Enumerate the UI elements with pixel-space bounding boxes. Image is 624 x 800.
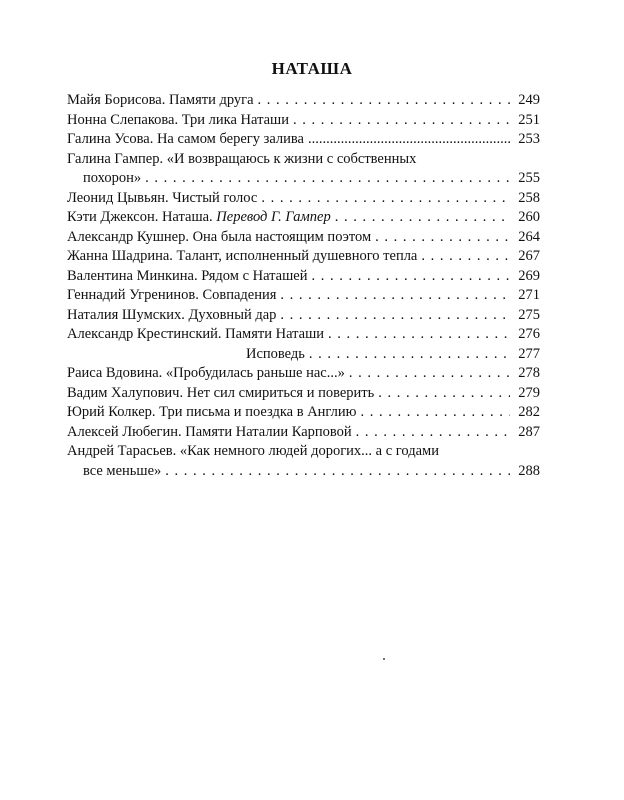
toc-entry bbox=[67, 247, 540, 267]
toc-entry bbox=[67, 189, 540, 209]
toc-entry bbox=[67, 325, 540, 345]
toc-entry-title: Наталия Шумских. Духовный дар bbox=[67, 306, 277, 323]
toc-entry bbox=[67, 91, 540, 111]
toc-page-number: 255 bbox=[518, 170, 540, 186]
toc-page-number: 260 bbox=[518, 209, 540, 225]
toc-page-number: 251 bbox=[518, 111, 540, 128]
toc-entry bbox=[67, 306, 540, 326]
toc-page-number: 287 bbox=[518, 423, 540, 440]
dot-leader bbox=[311, 267, 510, 287]
dot-leader bbox=[293, 111, 510, 131]
toc-page-number: 271 bbox=[518, 287, 540, 303]
toc-entry bbox=[67, 228, 540, 248]
dot-leader bbox=[375, 228, 510, 248]
toc-entry bbox=[67, 208, 540, 228]
toc-entry-author-title: Кэти Джексон. Наташа. bbox=[67, 209, 213, 225]
toc-page-number: 249 bbox=[518, 92, 540, 108]
toc-page-number: 264 bbox=[518, 228, 540, 245]
dot-leader bbox=[349, 364, 510, 384]
toc-entry-continuation: все меньше» bbox=[83, 462, 162, 479]
toc-entry bbox=[67, 267, 540, 287]
dot-leader bbox=[165, 462, 510, 482]
toc-entry bbox=[67, 111, 540, 131]
toc-entry-title: Юрий Колкер. Три письма и поездка в Англию bbox=[67, 404, 357, 420]
toc-entry-translator: Перевод Г. Гампер bbox=[216, 209, 331, 225]
dot-leader bbox=[261, 189, 510, 209]
toc-entry-title: Майя Борисова. Памяти друга bbox=[67, 92, 254, 108]
toc-entry bbox=[67, 403, 540, 423]
toc-page-number: 288 bbox=[518, 462, 540, 479]
dot-leader bbox=[145, 169, 510, 189]
toc-entry-title: Нонна Слепакова. Три лика Наташи bbox=[67, 111, 289, 128]
section-title: НАТАША bbox=[271, 59, 353, 78]
toc-page-number: 275 bbox=[518, 306, 540, 323]
toc-page-number: 267 bbox=[518, 248, 540, 264]
toc-entry-title bbox=[67, 208, 331, 228]
dot-leader bbox=[308, 130, 510, 150]
dot-leader bbox=[280, 306, 510, 326]
dot-leader bbox=[328, 325, 510, 345]
dot-leader bbox=[280, 286, 510, 306]
toc-entry bbox=[67, 384, 540, 404]
toc-entry-continuation: похорон» bbox=[83, 170, 142, 186]
toc-page-number: 258 bbox=[518, 189, 540, 206]
toc-entry bbox=[67, 442, 540, 481]
table-of-contents bbox=[67, 91, 540, 481]
toc-page-number: 279 bbox=[518, 384, 540, 401]
toc-entry bbox=[67, 286, 540, 306]
toc-entry-title: Геннадий Угренинов. Совпадения bbox=[67, 287, 277, 303]
toc-entry-title: Александр Крестинский. Памяти Наташи bbox=[67, 326, 325, 342]
toc-entry-title: Леонид Цывьян. Чистый голос bbox=[67, 189, 258, 206]
toc-entry-title: Александр Кушнер. Она была настоящим поэтом bbox=[67, 228, 372, 245]
toc-entry-title: Галина Усова. На самом берегу залива bbox=[67, 131, 304, 147]
toc-entry-title: Раиса Вдовина. «Пробудилась раньше нас...» bbox=[67, 365, 345, 381]
toc-page-number: 278 bbox=[518, 365, 540, 381]
toc-entry bbox=[67, 423, 540, 443]
dot-leader bbox=[378, 384, 510, 404]
toc-page-number: 269 bbox=[518, 267, 540, 284]
dot-leader bbox=[356, 423, 510, 443]
dot-leader bbox=[360, 403, 510, 423]
toc-entry-title: Жанна Шадрина. Талант, исполненный душевного тепла bbox=[67, 248, 418, 264]
dot-leader bbox=[309, 345, 510, 365]
toc-entry bbox=[67, 150, 540, 189]
toc-page-number: 276 bbox=[518, 326, 540, 342]
dot-leader bbox=[421, 247, 510, 267]
toc-entry bbox=[67, 130, 540, 150]
toc-page-number: 282 bbox=[518, 404, 540, 420]
toc-entry-title: Валентина Минкина. Рядом с Наташей bbox=[67, 267, 308, 284]
toc-entry bbox=[67, 345, 540, 365]
dot-leader bbox=[335, 208, 510, 228]
toc-page-number: 277 bbox=[518, 345, 540, 362]
toc-entry-title: Исповедь bbox=[246, 345, 305, 362]
toc-page-number: 253 bbox=[518, 131, 540, 147]
toc-entry-title: Вадим Халупович. Нет сил смириться и поверить bbox=[67, 384, 375, 401]
dot-leader bbox=[258, 91, 510, 111]
paper-speck bbox=[383, 658, 385, 660]
toc-entry-title: Андрей Тарасьев. «Как немного людей дорогих... а с годами bbox=[67, 443, 439, 459]
toc-entry bbox=[67, 364, 540, 384]
toc-entry-title: Галина Гампер. «И возвращаюсь к жизни с собственных bbox=[67, 150, 417, 167]
toc-entry-title: Алексей Любегин. Памяти Наталии Карповой bbox=[67, 423, 352, 440]
